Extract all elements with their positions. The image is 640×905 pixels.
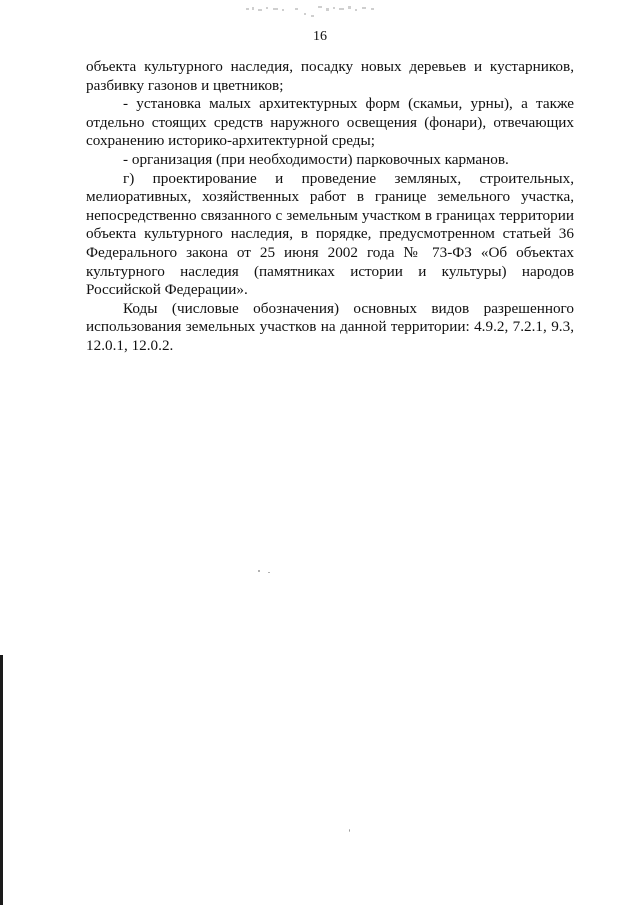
- paragraph-item-g: г) проектирование и проведение земляных, строительных, мелиоративных, хозяйственных работ в границе земельного участка, непосредственно связанного с земельным участком в границах территории объекта культурного наследия, в порядке, предусмотренном статьей 36 Федерального закона от 25 июня 2002 года № 73-ФЗ «Об объектах культурного наследия (памятниках истории и культуры) народов Российской Федерации».: [86, 169, 574, 299]
- scan-artifact: [240, 2, 390, 18]
- document-body: [86, 58, 574, 356]
- scan-speck: [258, 570, 260, 572]
- list-item-small-forms: - установка малых архитектурных форм (скамьи, урны), а также отдельно стоящих средств наружного освещения (фонари), отвечающих сохранению историко-архитектурной среды;: [86, 95, 574, 150]
- scan-edge-bar: [0, 655, 3, 905]
- list-item-parking: - организация (при необходимости) парковочных карманов.: [123, 150, 509, 168]
- paragraph-continuation: объекта культурного наследия, посадку новых деревьев и кустарников, разбивку газонов и цветников;: [86, 58, 574, 94]
- paragraph-codes: Коды (числовые обозначения) основных видов разрешенного использования земельных участков на данной территории: 4.9.2, 7.2.1, 9.3, 12.0.1, 12.0.2.: [86, 299, 574, 354]
- page-number: 16: [313, 29, 327, 44]
- scan-speck: [268, 572, 270, 573]
- scan-speck: [349, 829, 350, 832]
